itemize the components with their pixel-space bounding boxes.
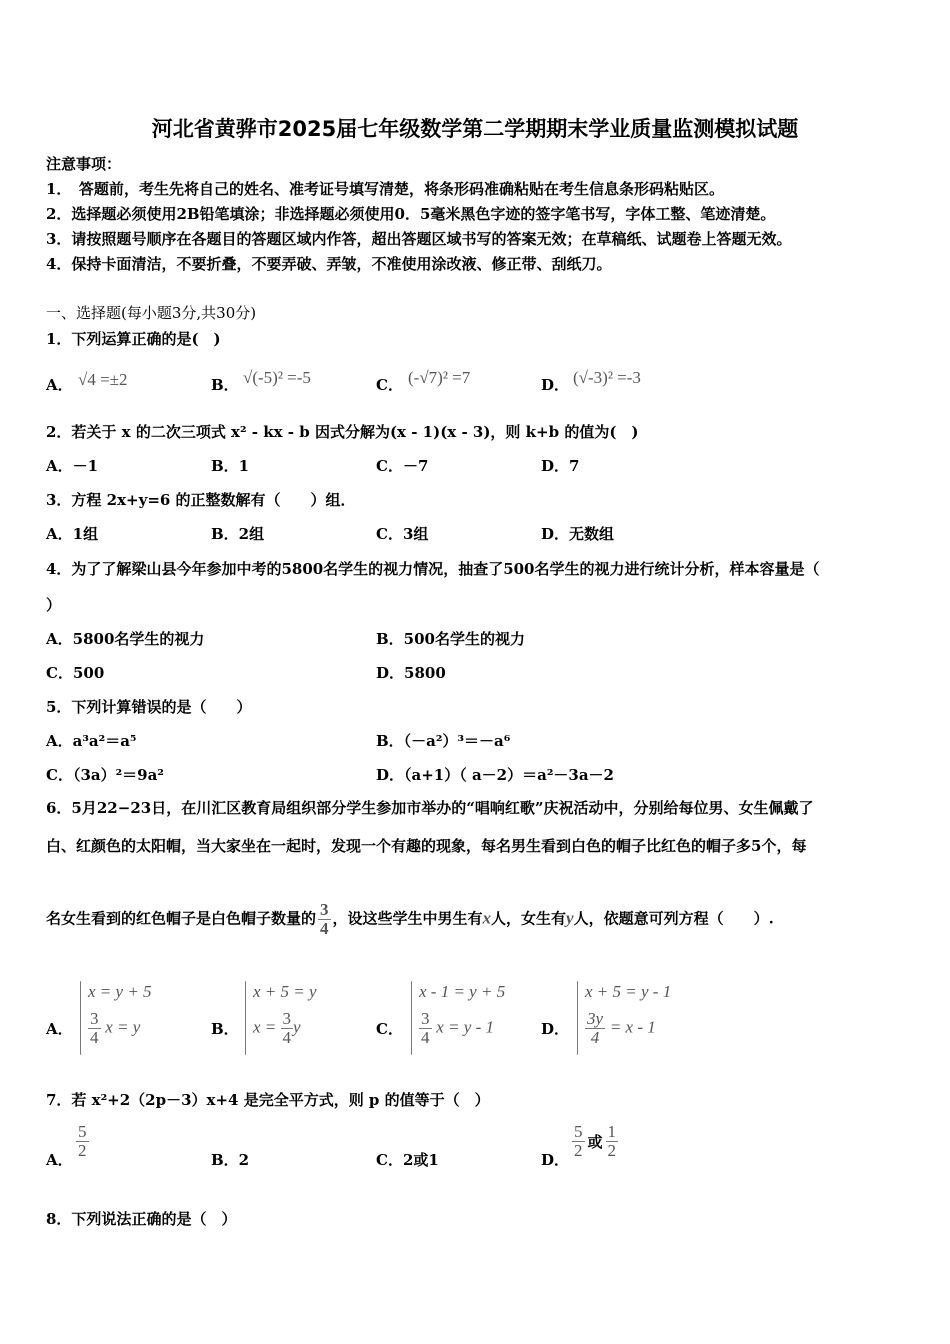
option-b: B．2组	[211, 525, 265, 543]
variable-y: y	[566, 908, 574, 928]
option-c: C．－7	[376, 457, 429, 475]
notice-item: 4．保持卡面清洁，不要折叠，不要弄破、弄皱，不准使用涂改液、修正带、刮纸刀。	[46, 255, 612, 273]
equation-text: x = y	[105, 1017, 141, 1037]
question-4-stem: 4．为了了解梁山县今年参加中考的5800名学生的视力情况，抽查了500名学生的视力进行统计分析，样本容量是（	[46, 560, 820, 578]
equation	[585, 1010, 656, 1047]
option-c-math: (-√7)² =7	[408, 368, 471, 387]
option-a: A．a³a²＝a⁵	[46, 732, 137, 750]
question-6-line	[46, 901, 774, 938]
option-a-math	[76, 1123, 89, 1160]
question-7-stem: 7．若 x²+2（2p－3）x+4 是完全平方式，则 p 的值等于（ ）	[46, 1091, 490, 1109]
denominator: 4	[590, 1027, 600, 1047]
or-text: 或	[587, 1132, 603, 1151]
fraction	[572, 1123, 585, 1160]
fraction	[281, 1010, 294, 1047]
notice-item: 1． 答题前，考生先将自己的姓名、准考证号填写清楚，将条形码准确粘贴在考生信息条形码粘贴区。	[46, 180, 724, 198]
option-b: B．2	[211, 1151, 250, 1169]
denominator: 4	[320, 918, 329, 938]
numerator: 3	[421, 1009, 430, 1028]
numerator: 3	[320, 900, 329, 919]
option-b: B．1	[211, 457, 250, 475]
question-6-text: 名女生看到的红色帽子是白色帽子数量的	[46, 909, 317, 928]
question-3-stem: 3．方程 2x+y=6 的正整数解有（ ）组．	[46, 491, 356, 509]
question-6-text: ，设这些学生中男生有	[332, 909, 483, 928]
numerator: 3y	[587, 1009, 604, 1028]
equation-text: x = y - 1	[436, 1017, 495, 1037]
fraction	[318, 901, 331, 938]
option-label: C．	[376, 1020, 403, 1038]
option-label: D．	[541, 376, 570, 394]
fraction	[585, 1010, 605, 1047]
section-heading: 一、选择题(每小题3分,共30分)	[46, 304, 257, 322]
page-title: 河北省黄骅市2025届七年级数学第二学期期末学业质量监测模拟试题	[151, 117, 799, 141]
option-label: A．	[46, 1151, 73, 1169]
equation: x - 1 = y + 5	[419, 982, 506, 1001]
notice-heading: 注意事项：	[46, 155, 122, 173]
option-a-math: √4 =±2	[78, 370, 128, 389]
brace-icon	[411, 981, 412, 1055]
denominator: 4	[282, 1027, 292, 1047]
option-label: A．	[46, 376, 73, 394]
option-d: D．无数组	[541, 525, 615, 543]
brace-icon	[245, 981, 246, 1055]
option-b-math: √(-5)² =-5	[243, 368, 311, 387]
equation	[253, 1010, 301, 1047]
option-a: A．－1	[46, 457, 99, 475]
denominator: 4	[421, 1027, 430, 1047]
notice-item: 3．请按照题号顺序在各题目的答题区域内作答，超出答题区域书写的答案无效；在草稿纸、试题卷上答题无效。	[46, 230, 792, 248]
option-c: C．（3a）²＝9a²	[46, 766, 164, 784]
numerator: 5	[78, 1122, 87, 1141]
option-c: C．2或1	[376, 1151, 439, 1169]
question-5-stem: 5．下列计算错误的是（ ）	[46, 698, 252, 716]
denominator: 2	[607, 1140, 617, 1160]
option-c: C．3组	[376, 525, 429, 543]
numerator: 3	[282, 1009, 292, 1028]
option-b: B．（－a²）³＝－a⁶	[376, 732, 511, 750]
variable-x: x	[482, 908, 492, 928]
question-2-stem: 2．若关于 x 的二次三项式 x² - kx - b 因式分解为(x - 1)(x - 3)，则 k+b 的值为( )	[46, 423, 639, 441]
denominator: 2	[78, 1140, 87, 1160]
option-label: A．	[46, 1020, 73, 1038]
option-a: A．5800名学生的视力	[46, 630, 205, 648]
option-a: A．1组	[46, 525, 99, 543]
notice-item: 2．选择题必须使用2B铅笔填涂；非选择题必须使用0．5毫米黑色字迹的签字笔书写，字体工整、笔迹清楚。	[46, 205, 776, 223]
numerator: 1	[607, 1122, 617, 1141]
question-6-text: 人，女生有	[491, 909, 567, 928]
equation: x + 5 = y - 1	[585, 982, 672, 1001]
option-label: B．	[211, 1020, 239, 1038]
numerator: 5	[574, 1122, 583, 1141]
equation: x + 5 = y	[253, 982, 317, 1001]
option-d: D．（a+1）（ a－2）＝a²－3a－2	[376, 766, 614, 784]
option-b: B．500名学生的视力	[376, 630, 525, 648]
fraction	[76, 1123, 89, 1160]
option-d-math	[572, 1123, 618, 1160]
fraction	[88, 1010, 101, 1047]
denominator: 4	[90, 1027, 99, 1047]
question-6-line: 6．5月22−23日，在川汇区教育局组织部分学生参加市举办的“唱响红歌”庆祝活动中，分别给每位男、女生佩戴了	[46, 799, 814, 817]
equation: x = y + 5	[88, 982, 152, 1001]
option-label: C．	[376, 376, 403, 394]
question-4-stem-end: ）	[46, 596, 62, 614]
question-6-line: 白、红颜色的太阳帽，当大家坐在一起时，发现一个有趣的现象，每名男生看到白色的帽子比红色的帽子多5个，每	[46, 837, 807, 855]
fraction	[419, 1010, 432, 1047]
question-6-text: 人，依题意可列方程（ ）.	[573, 909, 774, 928]
equation	[88, 1010, 140, 1047]
denominator: 2	[574, 1140, 583, 1160]
equation-text: y	[293, 1017, 301, 1037]
brace-icon	[80, 981, 81, 1055]
equation-text: = x - 1	[609, 1017, 656, 1037]
brace-icon	[577, 981, 578, 1055]
option-d: D．5800	[376, 664, 446, 682]
equation-text: x =	[253, 1017, 281, 1037]
numerator: 3	[90, 1009, 99, 1028]
option-label: B．	[211, 376, 239, 394]
equation	[419, 1010, 494, 1047]
question-1-stem: 1．下列运算正确的是( )	[46, 330, 221, 348]
option-label: D．	[541, 1151, 570, 1169]
question-8-stem: 8．下列说法正确的是（ ）	[46, 1210, 237, 1228]
fraction	[606, 1123, 619, 1160]
option-c: C．500	[46, 664, 105, 682]
option-d: D．7	[541, 457, 580, 475]
option-label: D．	[541, 1020, 570, 1038]
option-d-math: (√-3)² =-3	[573, 368, 641, 387]
